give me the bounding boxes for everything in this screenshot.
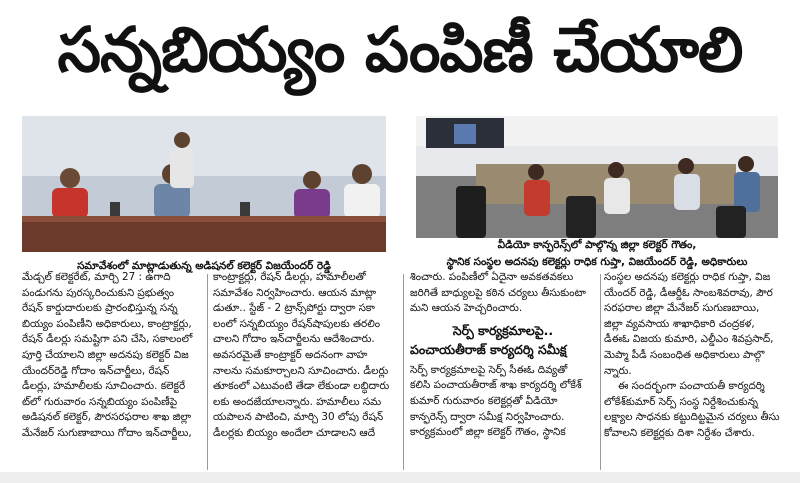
text-line: లక్ష్యాల సాధనకు కట్టుదిట్టమైన చర్యలు తీసు: [604, 411, 780, 424]
headline: సన్నబియ్యం పంపిణీ చేయాలి: [57, 13, 743, 86]
text-line: సరఫరాల జిల్లా మేనేజర్ సుగుణబాయి,: [604, 302, 760, 315]
article-column-1: [22, 270, 202, 442]
column-divider: [403, 274, 404, 470]
text-line: అడిషనల్ కలెక్టర్, పౌరసరఫరాల శాఖ జిల్లా: [22, 411, 192, 424]
text-line: డీలర్లు, హమాలీలకు సూచించారు. కలెక్టరే: [22, 380, 186, 393]
text-line: మేడ్చల్ కలెక్టరేట్, మార్చి 27 : ఉగాది: [22, 271, 171, 283]
column-divider: [600, 274, 601, 470]
text-line: సమావేశం నిర్వహించారు. ఆయన మాట్లా: [213, 286, 377, 299]
text-line: బియ్యం పంపిణీని అధికారులు, కాంట్రాక్టర్లు,: [22, 317, 192, 330]
meeting-photo: [22, 116, 386, 252]
article-column-4: [604, 270, 784, 442]
text-line: డీఈఓ విజయ కుమారి, ఎల్డీఎం శివప్రసాద్,: [604, 333, 774, 346]
text-line: జిల్లా వ్యవసాయ శాఖాధికారి చంద్రకళ,: [604, 317, 755, 330]
text-line: రేషన్ కార్డుదారులకు ప్రారంభిస్తున్న సన్న: [22, 302, 178, 315]
text-line: కాంట్రాక్టర్లు, రేషన్ డీలర్లు, హమాలీలతో: [213, 271, 366, 283]
text-line: లోకేశ్‌కుమార్ సెర్ప్ సంస్థ నిర్దేశించుకున్న: [604, 395, 758, 408]
article-column-2: [213, 270, 396, 442]
text-line: ఈ సందర్భంగా పంచాయతీ కార్యదర్శి: [618, 380, 765, 393]
text-line: మెప్మా పీడీ సంబంధిత అధికారులు పాల్గొ: [604, 348, 765, 361]
text-line: యేందర్ రెడ్డి, డీఆర్డీఓ సాంబశివరావు, పౌర: [604, 286, 773, 299]
text-line: కార్యక్రమంలో జిల్లా కలెక్టర్ గౌతం, స్థానిక: [410, 426, 566, 439]
photo2-caption-line: వీడియో కాన్ఫరెన్స్‌లో పాల్గొన్న జిల్లా కలెక్టర్ గౌతం,: [497, 239, 697, 251]
text-line: లకు అందజేయాలన్నారు. హమాలీలు సమ: [213, 395, 382, 408]
text-line: సెర్ప్ కార్యక్రమాలపై సెర్ప్ సీఈఓ దివ్యతో: [410, 363, 568, 376]
text-line: రేషన్ డీలర్లు సమష్టిగా పని చేసి, సకాలంలో: [22, 333, 193, 346]
text-line: అవసరమైతే కాంట్రాక్టర్ అదనంగా వాహ: [213, 348, 368, 361]
text-line: ట్‌లో గురువారం సన్నబియ్యం పంపిణీపై: [22, 395, 178, 408]
video-conference-photo-drawing: [416, 116, 778, 238]
article-column-3: [410, 270, 596, 441]
text-line: న్నారు.: [604, 364, 632, 377]
column-divider: [207, 274, 208, 470]
text-line: లంలో సన్నబియ్యం రేషన్‌షాపులకు తరలిం: [213, 317, 381, 330]
text-line: తూకంలో ఎటువంటి తేడా లేకుండా లబ్ధిదారు: [213, 380, 390, 393]
text-line: నాలను సమకూర్చాలని సూచించారు. డీలర్లు: [213, 364, 389, 377]
text-line: కోవాలని కలెక్టర్లకు దిశా నిర్దేశం చేశారు.: [604, 426, 755, 439]
text-line: పూర్తి చేయాలని జిల్లా అదనపు కలెక్టర్ విజ: [22, 348, 189, 361]
text-line: మేనేజర్ సుగుణాబాయి గోదాం ఇన్‌చార్జీలు,: [22, 426, 192, 439]
video-conference-photo: [416, 116, 778, 238]
photo2-caption-line: స్థానిక సంస్థల అదనపు కలెక్టర్లు రాధిక గుప్తా, విజయేందర్ రెడ్డి, అధికారులు: [446, 256, 748, 268]
text-line: మని ఆయన హెచ్చరించారు.: [410, 302, 523, 315]
photo2-caption: [416, 237, 778, 271]
photo1-caption: సమావేశంలో మాట్లాడుతున్న అడిషనల్ కలెక్టర్ విజయేందర్ రెడ్డి: [77, 260, 331, 272]
text-line: యేందర్‌రెడ్డి గోదాం ఇన్‌చార్జీలు, రేషన్: [22, 364, 170, 377]
text-line: కలిసి పంచాయతీరాజ్ శాఖ కార్యదర్శి లోకేశ్: [410, 379, 582, 392]
text-line: సంస్థల అదనపు కలెక్టర్లు రాధిక గుప్తా, విజ: [604, 271, 771, 283]
text-line: కుమార్ గురువారం కలెక్టర్లతో వీడియో: [410, 394, 558, 407]
meeting-photo-drawing: [22, 116, 386, 252]
subheading: సెర్ప్ కార్యక్రమాలపై..: [452, 322, 554, 338]
text-line: కాన్ఫరెన్స్ ద్వారా సమీక్ష నిర్వహించారు.: [410, 410, 565, 423]
page-bottom-strip: [0, 472, 800, 483]
text-line: డీలర్లకు బియ్యం అందేలా చూడాలని ఆదే: [213, 426, 376, 439]
text-line: జరిగితే బాధ్యులపై కఠిన చర్యలు తీసుకుంటా: [410, 286, 586, 299]
text-line: శించారు. పంపిణీలో ఏదైనా అవకతవకలు: [410, 271, 574, 283]
text-line: యపాలన పాటించి, మార్చి 30 లోపు రేషన్: [213, 411, 384, 424]
text-line: డుతూ.. స్టేజ్ - 2 ట్రాన్స్‌పోర్టు ద్వారా సకా: [213, 302, 375, 315]
subheading: పంచాయతీరాజ్ కార్యదర్శి సమీక్ష: [410, 341, 567, 357]
text-line: చాలని గోదాం ఇన్‌చార్జీలను ఆదేశించారు.: [213, 333, 375, 346]
text-line: పండుగను పురస్కరించుకుని ప్రభుత్వం: [22, 286, 175, 299]
